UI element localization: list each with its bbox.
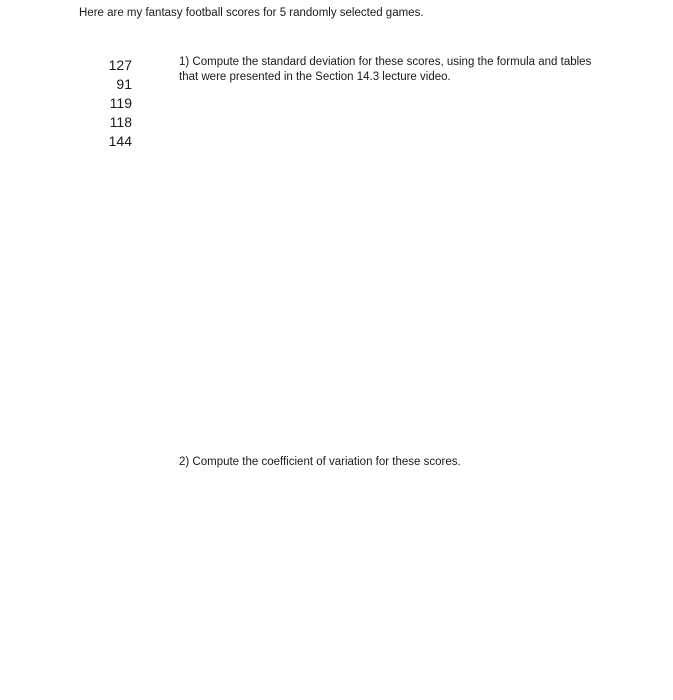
intro-text: Here are my fantasy football scores for 5 randomly selected games.	[79, 7, 424, 19]
score-value: 118	[109, 114, 132, 130]
question-1	[179, 55, 599, 85]
question-2	[179, 455, 599, 470]
question-1-line-1: 1) Compute the standard deviation for these scores, using the formula and tables	[179, 56, 592, 68]
question-2-line-1: 2) Compute the coefficient of variation for these scores.	[179, 456, 461, 468]
score-value: 144	[108, 133, 132, 149]
score-value: 91	[116, 76, 132, 92]
score-value: 127	[108, 57, 132, 73]
score-value: 119	[109, 95, 132, 111]
scores-list	[96, 56, 132, 151]
question-1-line-2: that were presented in the Section 14.3 lecture video.	[179, 71, 451, 83]
